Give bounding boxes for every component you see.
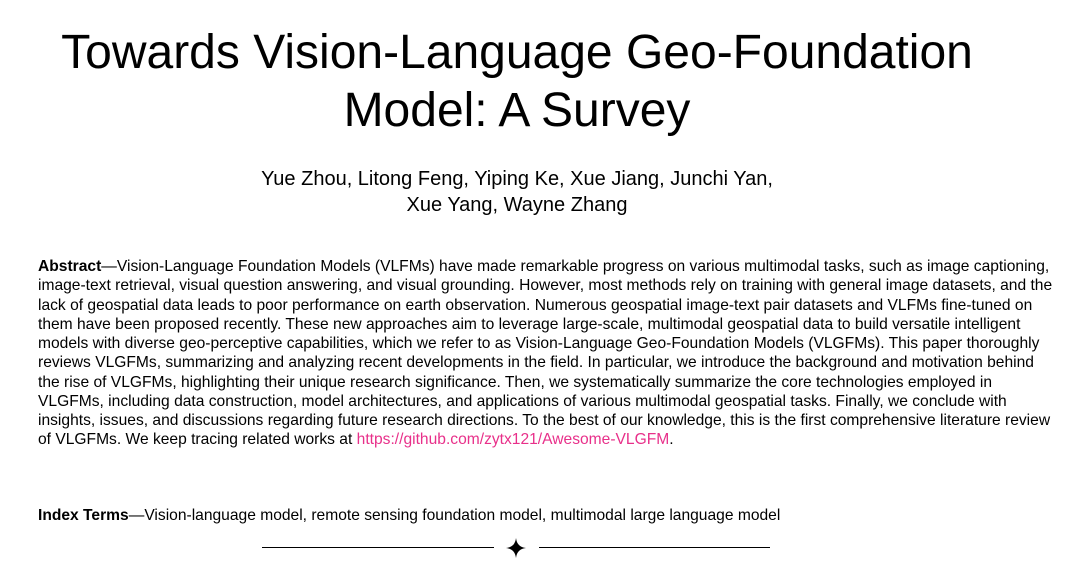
abstract-label: Abstract (38, 258, 102, 275)
index-terms-text: —Vision-language model, remote sensing foundation model, multimodal large language model (128, 507, 781, 524)
author-list-line-2: Xue Yang, Wayne Zhang (406, 194, 628, 216)
paper-title-line-2: Model: A Survey (343, 84, 691, 137)
section-divider (0, 536, 1034, 558)
abstract-text: —Vision-Language Foundation Models (VLFMs) have made remarkable progress on various multimodal tasks, such as image captioning, image-text retrieval, visual question answering, and visual grounding. However, most methods rely on training with general image datasets, and the lack of geospatial data leads to poor performance on earth observation. Numerous geospatial image-text pair datasets and VLFMs fine-tuned on them have been proposed recently. These new approaches aim to leverage large-scale, multimodal geospatial data to build versatile intelligent models with diverse geo-perceptive capabilities, which we refer to as Vision-Language Geo-Foundation Models (VLGFMs). This paper thoroughly reviews VLGFMs, summarizing and analyzing recent developments in the field. In particular, we introduce the background and motivation behind the rise of VLGFMs, highlighting their unique research significance. Then, we systematically summarize the core technologies employed in VLGFMs, including data construction, model architectures, and applications of various multimodal geospatial tasks. Finally, we conclude with insights, issues, and discussions regarding future research directions. To the best of our knowledge, this is the first comprehensive literature review of VLGFMs. We keep tracing related works at (38, 258, 1053, 449)
author-list-line-1: Yue Zhou, Litong Feng, Yiping Ke, Xue Jiang, Junchi Yan, (261, 168, 773, 190)
index-terms-label: Index Terms (38, 507, 129, 524)
index-terms-paragraph (38, 506, 1053, 526)
paper-title (0, 24, 1034, 140)
paper-title-line-1: Towards Vision-Language Geo-Foundation (61, 26, 973, 79)
divider-line-left (262, 547, 494, 548)
repository-link[interactable]: https://github.com/zytx121/Awesome-VLGFM (356, 431, 670, 449)
four-point-star-icon (506, 538, 526, 558)
abstract-paragraph (38, 257, 1053, 450)
divider-line-right (539, 547, 770, 548)
author-list (0, 166, 1034, 218)
abstract-end: . (669, 431, 674, 449)
